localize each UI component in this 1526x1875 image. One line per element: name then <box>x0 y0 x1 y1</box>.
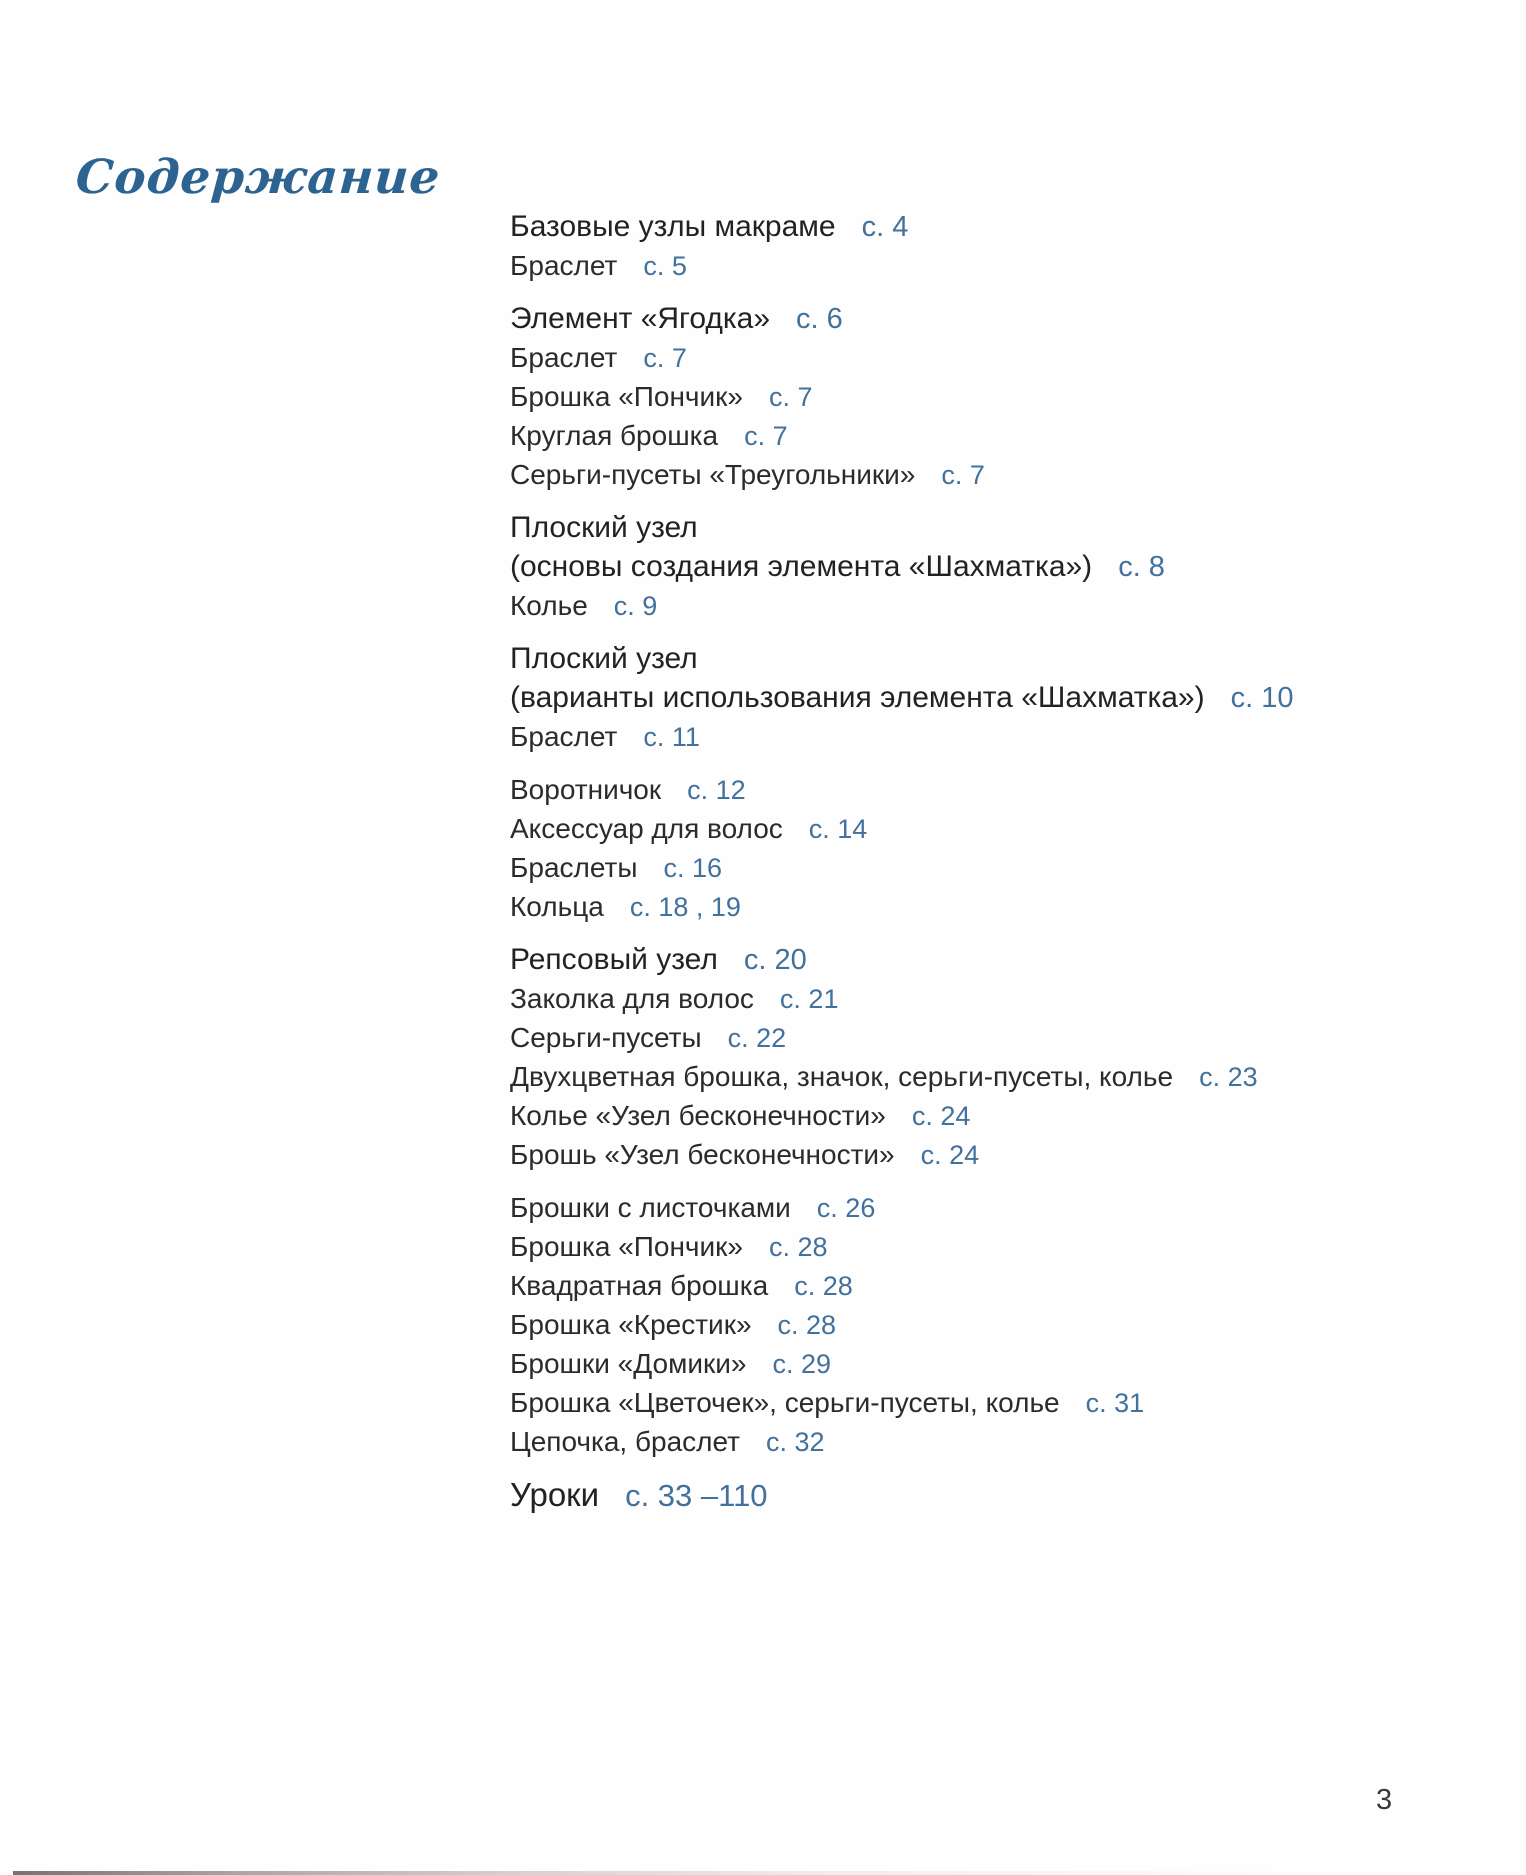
toc-entry-title: Цепочка, браслет <box>510 1426 740 1457</box>
toc-entry <box>510 1138 1270 1177</box>
toc-page-ref: с. 33 –110 <box>625 1478 768 1513</box>
toc-page-ref: с. 29 <box>772 1349 831 1379</box>
toc-entry <box>510 773 1270 812</box>
toc-page-ref: с. 9 <box>613 591 658 621</box>
toc-group <box>510 210 1270 288</box>
toc-entry-title: Браслет <box>510 721 618 752</box>
toc-entry <box>510 890 1270 929</box>
toc-entry-title: Серьги-пусеты <box>510 1022 702 1053</box>
toc-group <box>510 773 1270 929</box>
toc-entry <box>510 1478 1270 1519</box>
toc-entry-title: Брошки «Домики» <box>510 1348 747 1379</box>
toc-entry-title: Брошка «Пончик» <box>510 1231 743 1262</box>
toc-entry-title: (основы создания элемента «Шахматка») <box>510 550 1093 583</box>
toc-page-ref: с. 12 <box>687 775 746 805</box>
toc-entry-title: Плоский узел <box>510 642 698 675</box>
toc-entry-title: Брошь «Узел бесконечности» <box>510 1139 895 1170</box>
toc-page-ref: с. 8 <box>1118 551 1165 583</box>
toc-entry-title: Аксессуар для волос <box>510 813 783 844</box>
toc-page-ref: с. 24 <box>920 1140 980 1170</box>
toc-group <box>510 511 1270 628</box>
toc-entry <box>510 720 1270 759</box>
toc-entry-title: (варианты использования элемента «Шахматка») <box>510 681 1205 714</box>
toc-page-ref: с. 7 <box>941 460 985 490</box>
toc-page-ref: с. 5 <box>643 251 687 281</box>
toc-entry <box>510 812 1270 851</box>
toc-entry <box>510 1060 1270 1099</box>
toc-entry <box>510 419 1270 458</box>
toc-entry <box>510 1347 1270 1386</box>
toc-entry <box>510 1269 1270 1308</box>
toc-entry <box>510 458 1270 497</box>
toc-page-ref: с. 6 <box>796 303 843 335</box>
toc-page-ref: с. 21 <box>779 984 839 1014</box>
toc-entry-title: Квадратная брошка <box>510 1270 769 1301</box>
toc-entry <box>510 1308 1270 1347</box>
toc-entry-title: Браслет <box>510 342 618 373</box>
toc-entry <box>510 982 1270 1021</box>
toc-entry <box>510 210 1270 249</box>
toc-entry <box>510 642 1270 681</box>
toc-entry-title: Уроки <box>510 1476 600 1513</box>
toc-entry-title: Двухцветная брошка, значок, серьги-пусеты, колье <box>510 1061 1174 1092</box>
toc-entry-title: Колье «Узел бесконечности» <box>510 1100 886 1131</box>
toc-page-ref: с. 22 <box>727 1023 787 1053</box>
folio-page-number: 3 <box>1376 1784 1393 1816</box>
toc-entry <box>510 511 1270 550</box>
toc-entry-title: Браслет <box>510 250 618 281</box>
toc-entry-title: Серьги-пусеты «Треугольники» <box>510 459 916 490</box>
toc-entry-title: Брошки с листочками <box>510 1192 791 1223</box>
toc-entry <box>510 1099 1270 1138</box>
toc-group <box>510 1478 1270 1519</box>
toc-entry <box>510 550 1270 589</box>
toc-entry <box>510 249 1270 288</box>
toc-entry <box>510 1021 1270 1060</box>
toc-page-ref: с. 31 <box>1085 1388 1145 1418</box>
page-edge-shadow <box>13 1871 1293 1875</box>
toc-entry-title: Брошка «Крестик» <box>510 1309 752 1340</box>
toc-entry-title: Кольца <box>510 891 604 922</box>
toc-entry <box>510 943 1270 982</box>
toc-page-ref: с. 28 <box>768 1232 828 1262</box>
toc-entry <box>510 851 1270 890</box>
toc-entry <box>510 380 1270 419</box>
toc-page-ref: с. 7 <box>744 421 788 451</box>
toc-page-ref: с. 20 <box>743 944 807 976</box>
toc-page-ref: с. 11 <box>643 722 700 752</box>
toc-page-ref: с. 7 <box>768 382 813 412</box>
toc-page-ref: с. 4 <box>861 211 909 243</box>
toc-page-ref: с. 23 <box>1199 1062 1258 1092</box>
toc-page-ref: с. 28 <box>777 1310 837 1340</box>
toc-entry-title: Заколка для волос <box>510 983 754 1014</box>
toc-entry-title: Репсовый узел <box>510 943 718 976</box>
toc-group <box>510 943 1270 1177</box>
toc-entry <box>510 1230 1270 1269</box>
toc-entry-title: Брошка «Пончик» <box>510 381 743 412</box>
toc-page-ref: с. 7 <box>643 343 687 373</box>
toc-entry-title: Воротничок <box>510 774 662 805</box>
toc-page-ref: с. 26 <box>816 1193 876 1223</box>
toc-entry <box>510 1386 1270 1425</box>
toc-entry-title: Базовые узлы макраме <box>510 210 836 243</box>
toc-entry <box>510 589 1270 628</box>
toc-group <box>510 642 1294 759</box>
toc-page-ref: с. 24 <box>911 1101 971 1131</box>
toc-entry-title: Элемент «Ягодка» <box>510 302 771 335</box>
toc-entry-title: Колье <box>510 590 588 621</box>
toc-page-ref: с. 14 <box>808 814 868 844</box>
toc-entry-title: Брошка «Цветочек», серьги-пусеты, колье <box>510 1387 1060 1418</box>
page-title: Содержание <box>74 150 443 205</box>
toc-entry-title: Плоский узел <box>510 511 698 544</box>
toc-page-ref: с. 10 <box>1230 682 1294 714</box>
toc-entry-title: Круглая брошка <box>510 420 719 451</box>
toc-entry <box>510 341 1270 380</box>
toc-entry <box>510 681 1294 720</box>
toc-page-ref: с. 16 <box>663 853 722 883</box>
toc-group <box>510 1191 1270 1464</box>
toc-page-ref: с. 18 , 19 <box>629 892 741 922</box>
toc-group <box>510 302 1270 497</box>
table-of-contents <box>510 210 1294 1533</box>
toc-entry <box>510 1425 1270 1464</box>
toc-page-ref: с. 28 <box>794 1271 853 1301</box>
toc-entry <box>510 1191 1270 1230</box>
toc-page-ref: с. 32 <box>765 1427 825 1457</box>
toc-entry-title: Браслеты <box>510 852 638 883</box>
toc-entry <box>510 302 1270 341</box>
